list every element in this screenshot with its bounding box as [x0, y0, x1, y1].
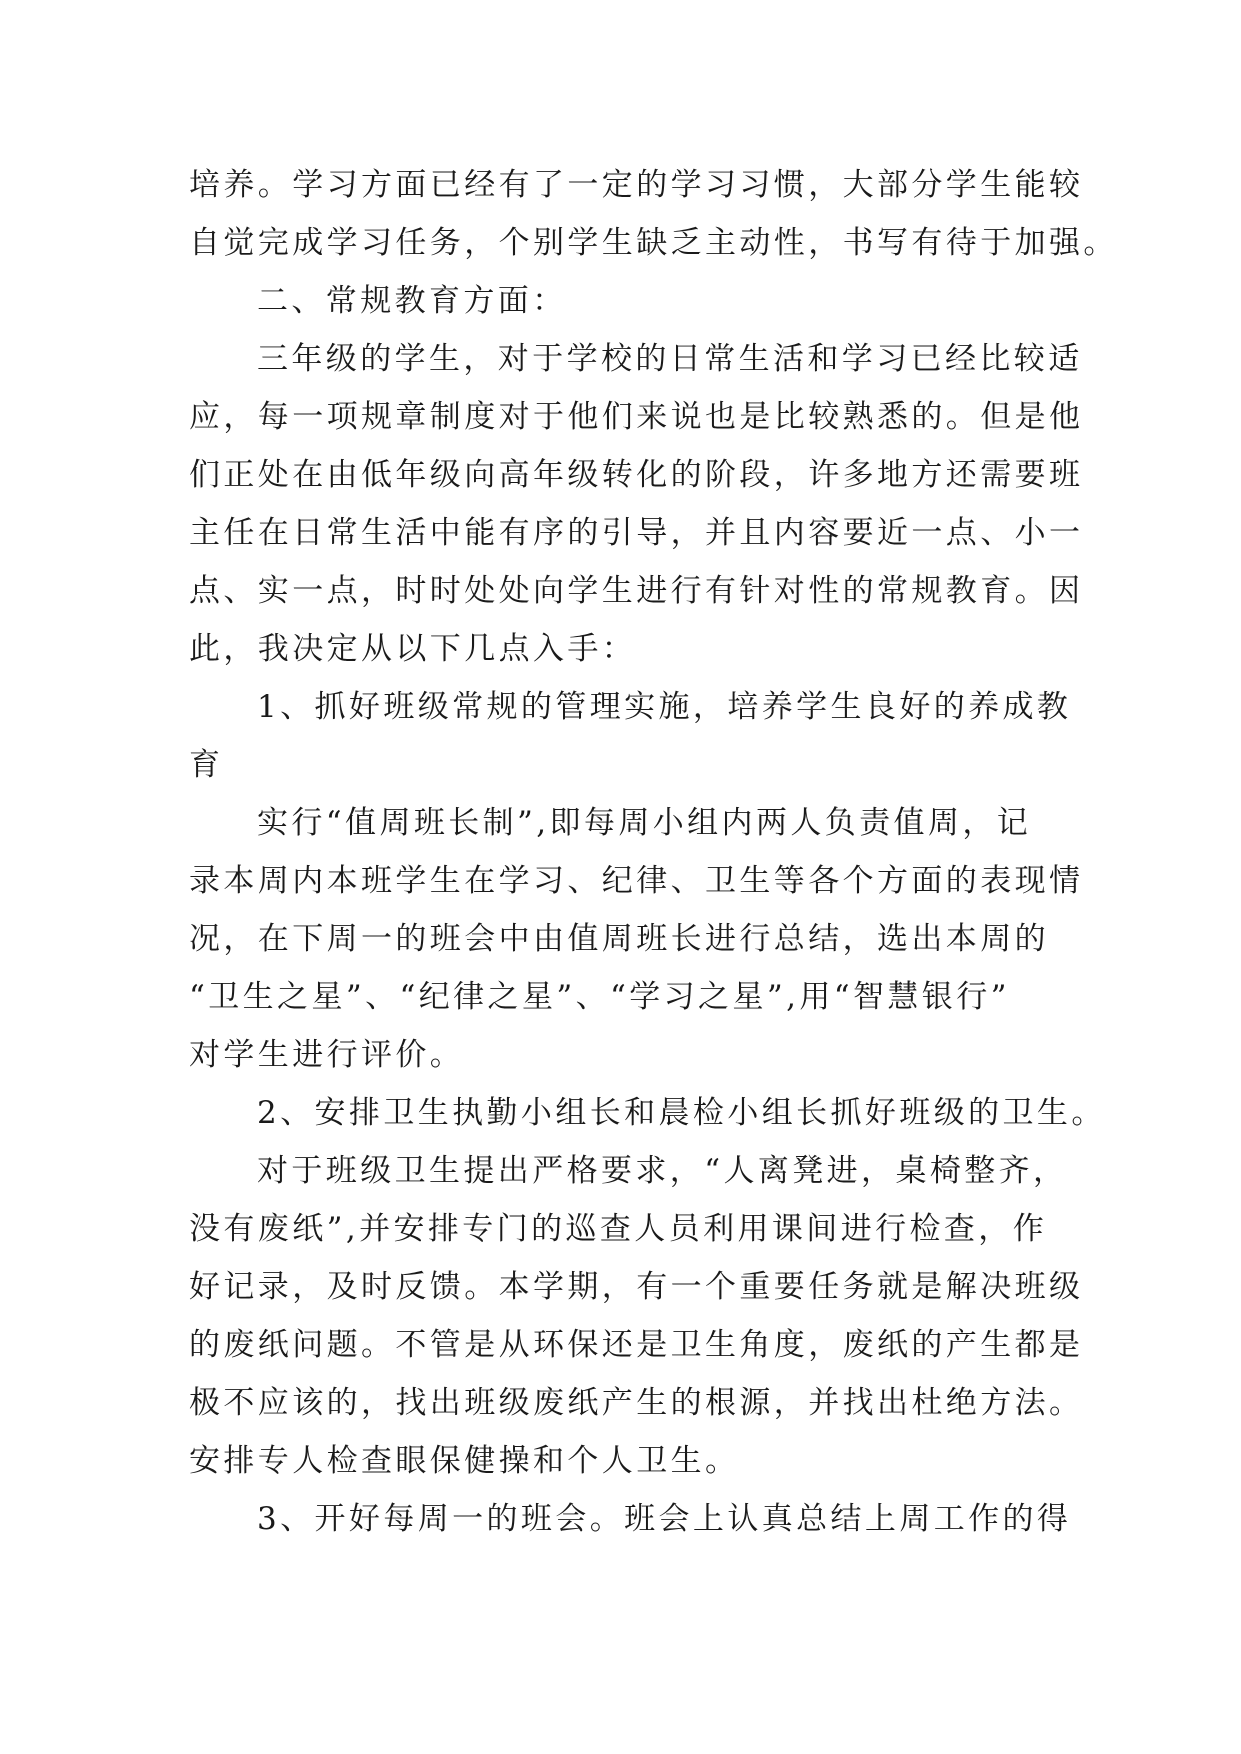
document-body	[189, 156, 1118, 1548]
text-line: 极不应该的，找出班级废纸产生的根源，并找出杜绝方法。	[189, 1385, 1084, 1421]
text-line: 三年级的学生，对于学校的日常生活和学习已经比较适	[257, 341, 1083, 377]
text-line: 实行“值周班长制”,即每周小组内两人负责值周，记	[257, 805, 1032, 841]
text-line: 应，每一项规章制度对于他们来说也是比较熟悉的。但是他	[189, 399, 1084, 435]
text-line: 好记录，及时反馈。本学期，有一个重要任务就是解决班级	[189, 1269, 1084, 1305]
text-line: 们正处在由低年级向高年级转化的阶段，许多地方还需要班	[189, 457, 1084, 493]
numbered-item-2: 2、安排卫生执勤小组长和晨检小组长抓好班级的卫生。	[257, 1095, 1106, 1131]
text-line: 主任在日常生活中能有序的引导，并且内容要近一点、小一	[189, 515, 1084, 551]
numbered-item-1: 1、抓好班级常规的管理实施，培养学生良好的养成教	[257, 689, 1072, 725]
text-line: “卫生之星”、“纪律之星”、“学习之星”,用“智慧银行”	[189, 979, 1010, 1015]
text-line: 的废纸问题。不管是从环保还是卫生角度，废纸的产生都是	[189, 1327, 1084, 1363]
section-heading: 二、常规教育方面：	[257, 283, 567, 319]
text-line: 录本周内本班学生在学习、纪律、卫生等各个方面的表现情	[189, 863, 1084, 899]
text-line: 培养。学习方面已经有了一定的学习习惯，大部分学生能较	[189, 167, 1084, 203]
text-line: 没有废纸”,并安排专门的巡查人员利用课间进行检查，作	[189, 1211, 1048, 1247]
text-line: 对于班级卫生提出严格要求，“人离凳进，桌椅整齐，	[257, 1153, 1068, 1189]
numbered-item-3: 3、开好每周一的班会。班会上认真总结上周工作的得	[257, 1501, 1072, 1537]
text-line: 安排专人检查眼保健操和个人卫生。	[189, 1443, 740, 1479]
text-line: 自觉完成学习任务，个别学生缺乏主动性，书写有待于加强。	[189, 225, 1118, 261]
text-line: 况，在下周一的班会中由值周班长进行总结，选出本周的	[189, 921, 1049, 957]
text-line: 对学生进行评价。	[189, 1037, 465, 1073]
text-line: 此，我决定从以下几点入手：	[189, 631, 637, 667]
text-line: 点、实一点，时时处处向学生进行有针对性的常规教育。因	[189, 573, 1084, 609]
text-line: 育	[189, 747, 224, 783]
